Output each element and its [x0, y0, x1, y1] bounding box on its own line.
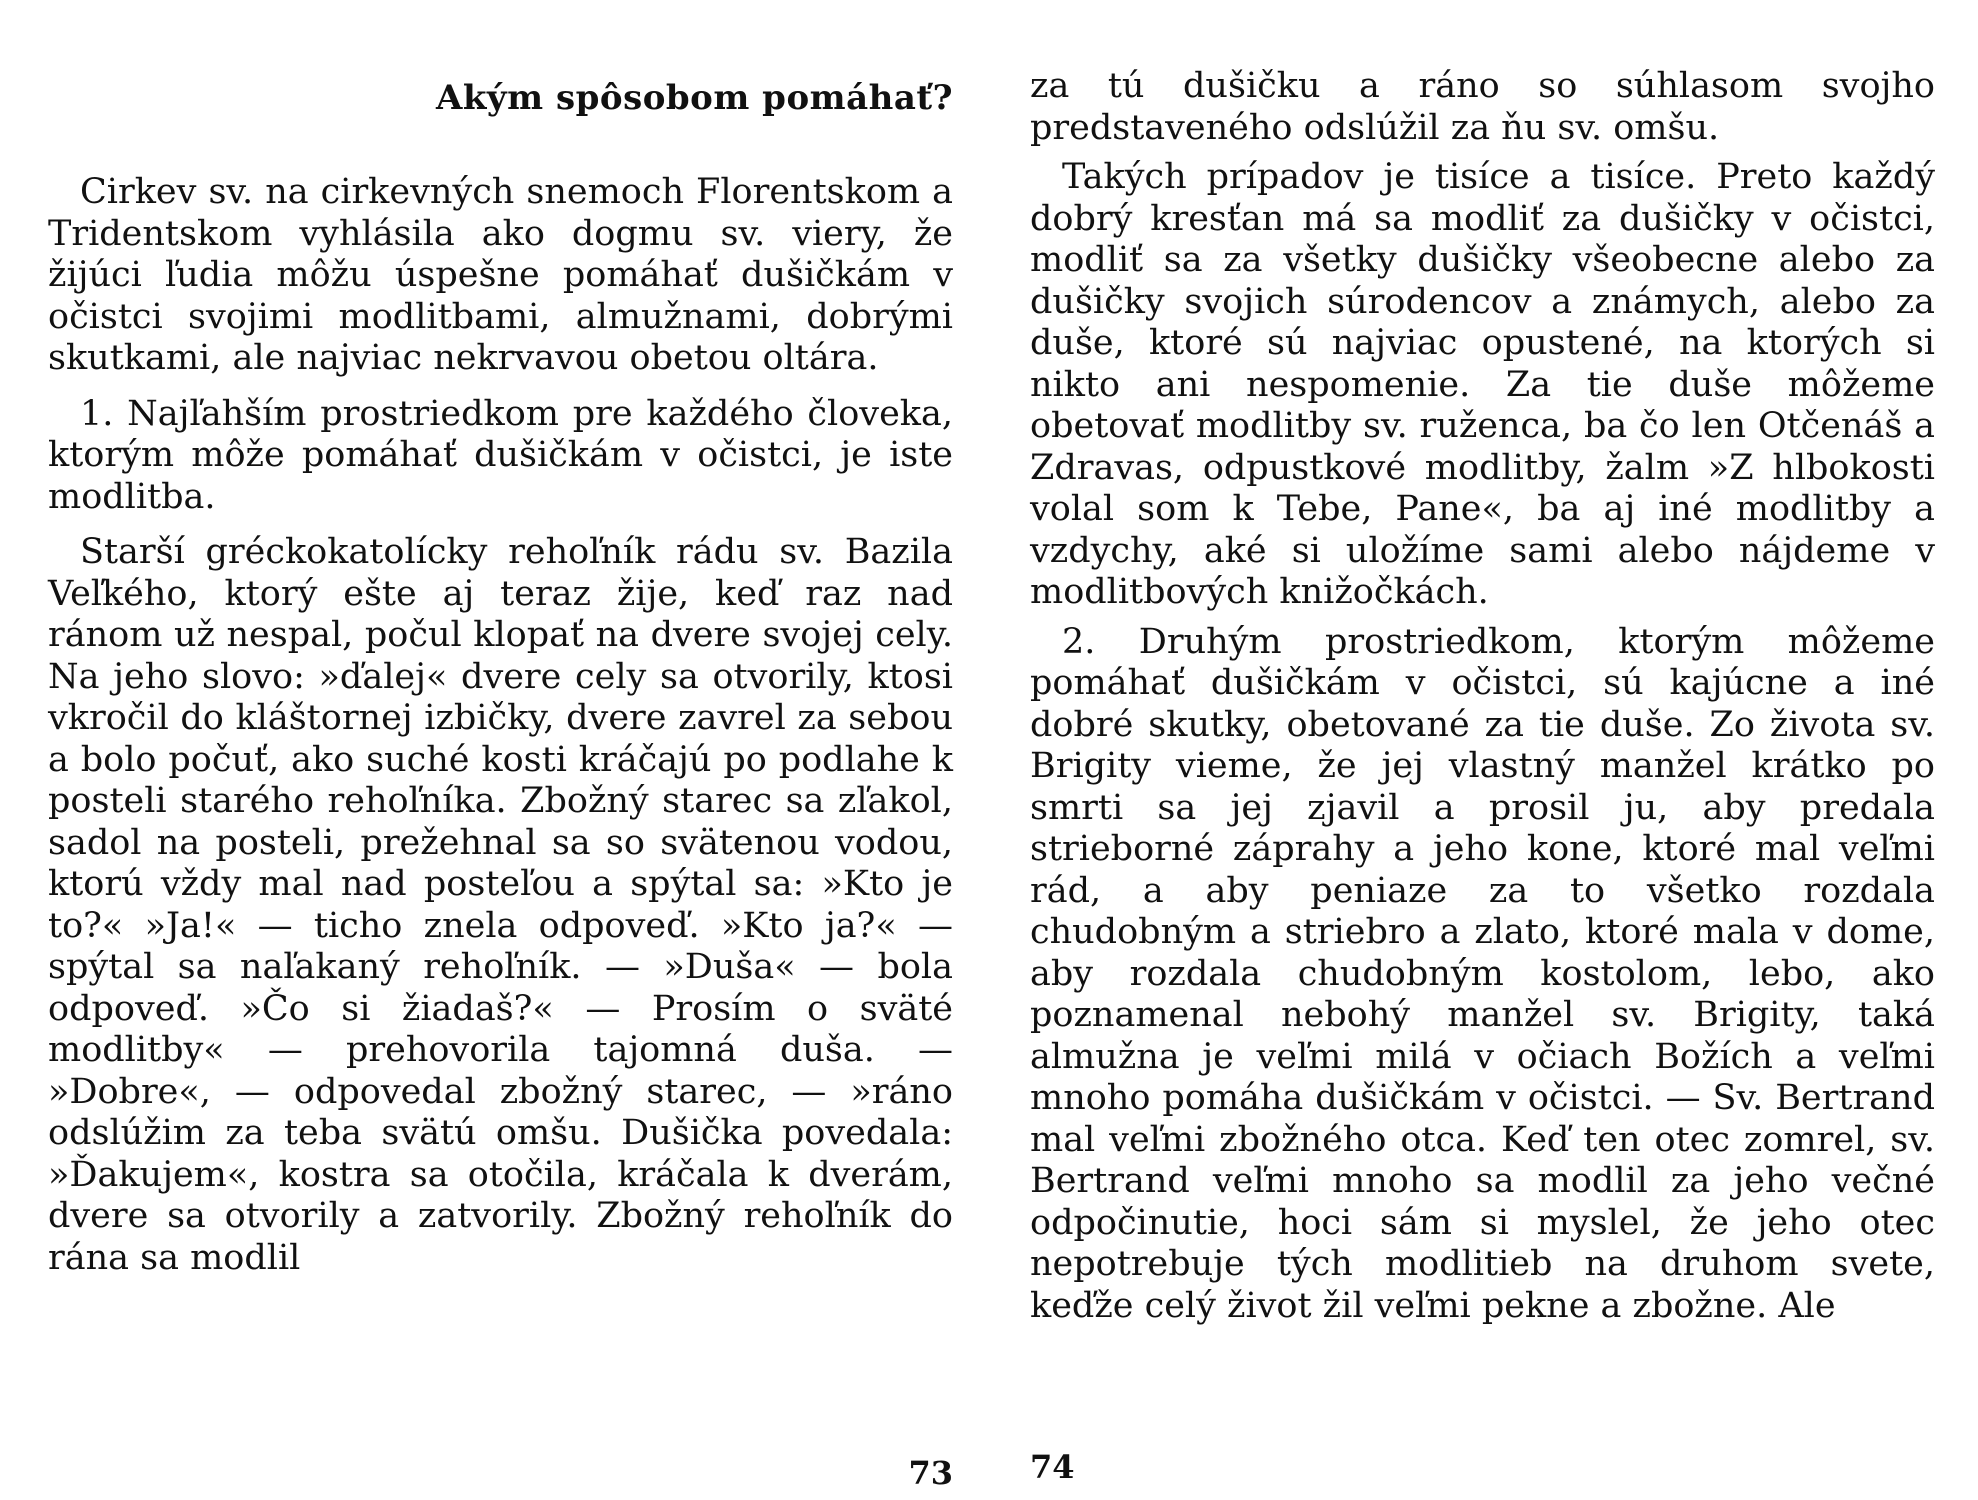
- right-page: [1030, 0, 1935, 1500]
- page-number: 73: [908, 1454, 953, 1492]
- paragraph: 2. Druhým prostriedkom, ktorým môžeme pomáhať dušičkám v očistci, sú kajúcne a iné dobré skutky, obetované za tie duše. Zo života sv. Brigity vieme, že jej vlastný manžel krátko po smrti sa jej zjavil a prosil ju, aby predala strieborné záprahy a jeho kone, ktoré mal veľmi rád, a aby peniaze za to všetko rozdala chudobným a striebro a zlato, ktoré mala v dome, aby rozdala chudobným kostolom, lebo, ako poznamenal nebohý manžel sv. Brigity, taká almužna je veľmi milá v očiach Božích a veľmi mnoho pomáha dušičkám v očistci. — Sv. Bertrand mal veľmi zbožného otca. Keď ten otec zomrel, sv. Bertrand veľmi mnoho sa modlil za jeho večné odpočinutie, hoci sám si myslel, že jeho otec nepotrebuje tých modlitieb na druhom svete, keďže celý život žil veľmi pekne a zbožne. Ale: [1030, 621, 1935, 1326]
- paragraph: 1. Najľahším prostriedkom pre každého človeka, ktorým môže pomáhať dušičkám v očistci, je iste modlitba.: [48, 393, 953, 517]
- paragraph: Starší gréckokatolícky rehoľník rádu sv. Bazila Veľkého, ktorý ešte aj teraz žije, keď raz nad ránom už nespal, počul klopať na dvere svojej cely. Na jeho slovo: »ďalej« dvere cely sa otvorily, ktosi vkročil do kláštornej izbičky, dvere zavrel za sebou a bolo počuť, ako suché kosti kráčajú po podlahe k posteli starého rehoľníka. Zbožný starec sa zľakol, sadol na posteli, prežehnal sa so svätenou vodou, ktorú vždy mal nad posteľou a spýtal sa: »Kto je to?« »Ja!« — ticho znela odpoveď. »Kto ja?« — spýtal sa naľakaný rehoľník. — »Duša« — bola odpoveď. »Čo si žiadaš?« — Prosím o sväté modlitby« — prehovorila tajomná duša. — »Dobre«, — odpovedal zbožný starec, — »ráno odslúžim za teba svätú omšu. Dušička povedala: »Ďakujem«, kostra sa otočila, kráčala k dverám, dvere sa otvorily a zatvorily. Zbožný rehoľník do rána sa modlil: [48, 532, 953, 1278]
- page-number: 74: [1030, 1448, 1075, 1486]
- right-page-body: [1030, 66, 1935, 1327]
- paragraph: za tú dušičku a ráno so súhlasom svojho predstaveného odslúžil za ňu sv. omšu.: [1030, 66, 1935, 148]
- paragraph: Takých prípadov je tisíce a tisíce. Preto každý dobrý kresťan má sa modliť za dušičky v očistci, modliť sa za všetky dušičky všeobecne alebo za dušičky svojich súrodencov a známych, alebo za duše, ktoré sú najviac opustené, na ktorých si nikto ani nespomenie. Za tie duše môžeme obetovať modlitby sv. ruženca, ba čo len Otčenáš a Zdravas, odpustkové modlitby, žalm »Z hlbokosti volal som k Tebe, Pane«, ba aj iné modlitby a vzdychy, aké si uložíme sami alebo nájdeme v modlitbových knižočkách.: [1030, 157, 1935, 612]
- left-page: [48, 0, 953, 1500]
- paragraph: Cirkev sv. na cirkevných snemoch Florentskom a Tridentskom vyhlásila ako dogmu sv. viery, že žijúci ľudia môžu úspešne pomáhať dušičkám v očistci svojimi modlitbami, almužnami, dobrými skutkami, ale najviac nekrvavou obetou oltára.: [48, 172, 953, 378]
- section-heading: Akým spôsobom pomáhať?: [435, 78, 953, 118]
- left-page-body: [48, 172, 953, 1279]
